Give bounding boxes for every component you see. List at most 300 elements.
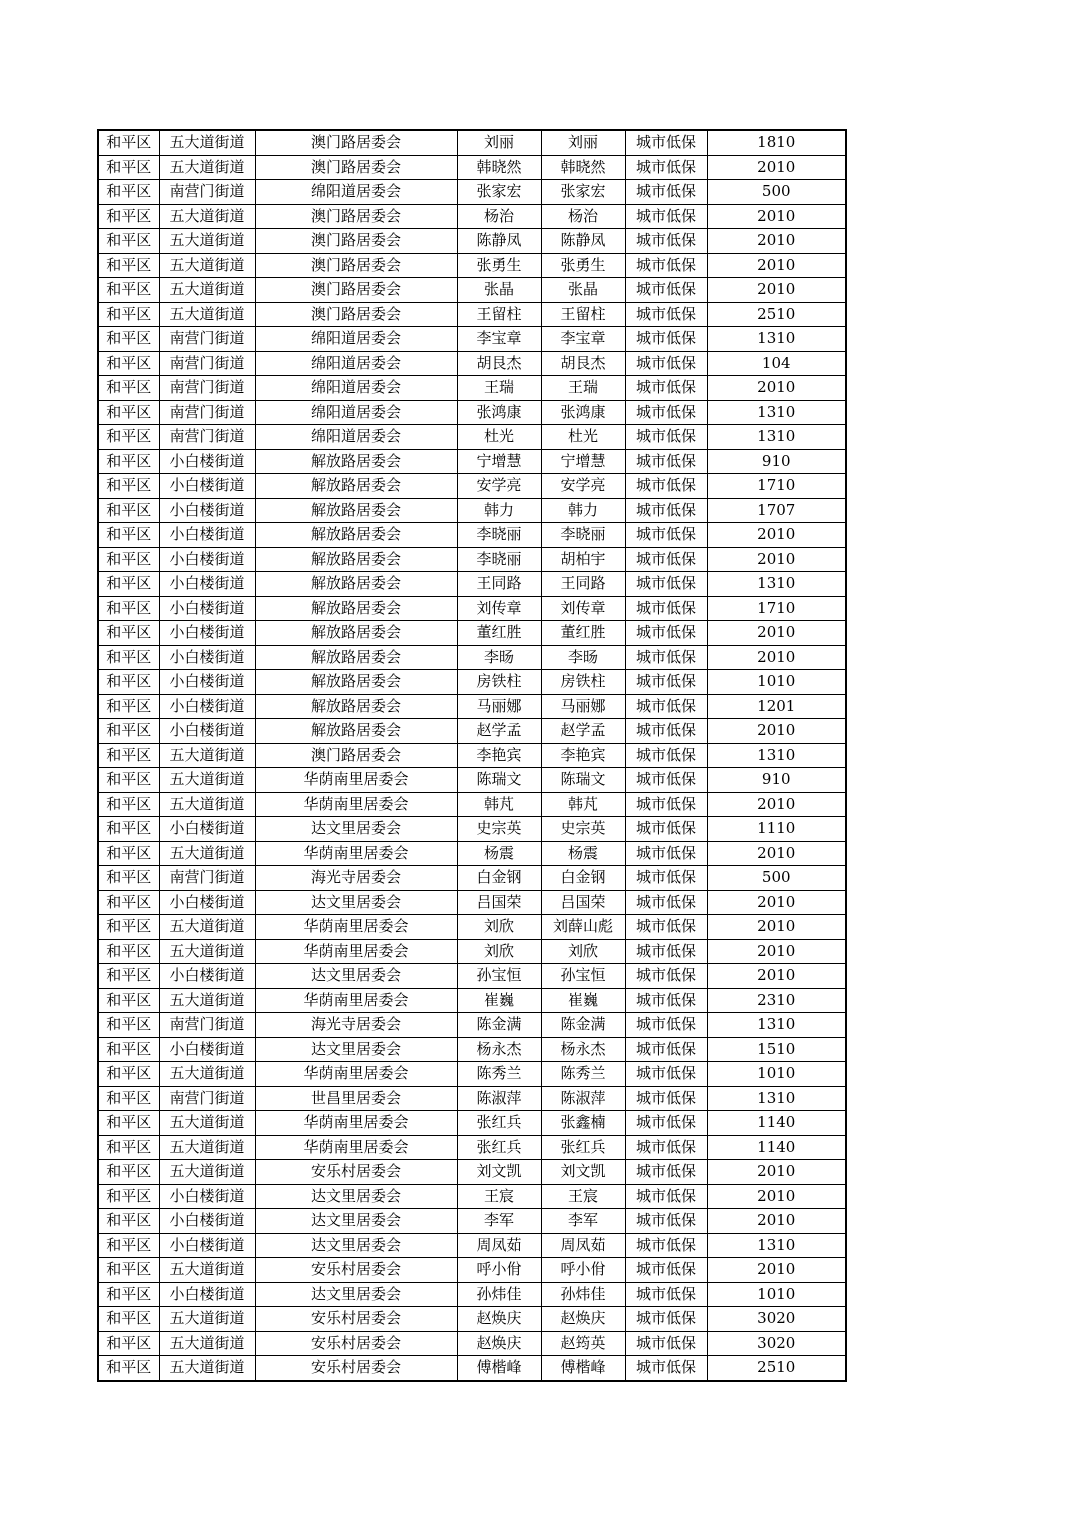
- amount-cell: 2510: [757, 1358, 796, 1377]
- district-cell: 和平区: [98, 400, 159, 425]
- street-cell: 五大道街道: [159, 1135, 255, 1160]
- member-cell: 陈金满: [541, 1013, 625, 1038]
- table-row: [98, 155, 846, 180]
- committee-cell: 解放路居委会: [255, 621, 457, 646]
- table-row: [98, 278, 846, 303]
- type-cell: 城市低保: [625, 449, 707, 474]
- street-cell: 小白楼街道: [159, 596, 255, 621]
- street-cell: 五大道街道: [159, 743, 255, 768]
- type-cell: 城市低保: [625, 376, 707, 401]
- amount-cell: 2010: [707, 719, 846, 744]
- district-cell: 和平区: [98, 988, 159, 1013]
- table-row: [98, 204, 846, 229]
- member-cell: 孙宝恒: [541, 964, 625, 989]
- table-row: [98, 596, 846, 621]
- street-cell: 小白楼街道: [159, 719, 255, 744]
- type-cell: 城市低保: [625, 890, 707, 915]
- committee-cell: 澳门路居委会: [255, 302, 457, 327]
- district-cell: 和平区: [98, 253, 159, 278]
- street-cell: 小白楼街道: [159, 1184, 255, 1209]
- table-row: [98, 915, 846, 940]
- table-row: [98, 474, 846, 499]
- amount-cell: 2010: [707, 964, 846, 989]
- district-cell: 和平区: [98, 915, 159, 940]
- amount-cell: 1010: [707, 1062, 846, 1087]
- member-cell: 安学亮: [541, 474, 625, 499]
- table-row: [98, 792, 846, 817]
- type-cell: 城市低保: [625, 866, 707, 891]
- street-cell: 五大道街道: [159, 1111, 255, 1136]
- applicant-cell: 傅楷峰: [457, 1356, 541, 1381]
- table-row: [98, 327, 846, 352]
- table-row: [98, 1086, 846, 1111]
- applicant-cell: 杨治: [457, 204, 541, 229]
- committee-cell: 解放路居委会: [255, 498, 457, 523]
- amount-cell: 2010: [707, 376, 846, 401]
- district-cell: 和平区: [98, 1282, 159, 1307]
- district-cell: 和平区: [98, 204, 159, 229]
- applicant-cell: 孙宝恒: [457, 964, 541, 989]
- district-cell: 和平区: [98, 1135, 159, 1160]
- applicant-cell: 杜光: [457, 425, 541, 450]
- committee-cell: 绵阳道居委会: [255, 376, 457, 401]
- street-cell: 五大道街道: [159, 1331, 255, 1356]
- applicant-cell: 李旸: [457, 645, 541, 670]
- amount-cell: 104: [707, 351, 846, 376]
- street-cell: 五大道街道: [159, 302, 255, 327]
- committee-cell: 达文里居委会: [255, 1037, 457, 1062]
- member-cell: 吕国荣: [541, 890, 625, 915]
- district-cell: 和平区: [98, 229, 159, 254]
- applicant-cell: 胡艮杰: [457, 351, 541, 376]
- table-row: [98, 523, 846, 548]
- table-row: [98, 694, 846, 719]
- member-cell: 陈静凤: [541, 229, 625, 254]
- member-cell: 张家宏: [541, 180, 625, 205]
- table-row: [98, 253, 846, 278]
- street-cell: 小白楼街道: [159, 523, 255, 548]
- type-cell: 城市低保: [625, 204, 707, 229]
- district-cell: 和平区: [98, 743, 159, 768]
- applicant-cell: 陈秀兰: [457, 1062, 541, 1087]
- table-row: [98, 719, 846, 744]
- applicant-cell: 陈瑞文: [457, 768, 541, 793]
- committee-cell: 华荫南里居委会: [255, 915, 457, 940]
- type-cell: 城市低保: [625, 1037, 707, 1062]
- member-cell: 张勇生: [541, 253, 625, 278]
- member-cell: 李宝章: [541, 327, 625, 352]
- table-row: [98, 425, 846, 450]
- member-cell: 赵学孟: [541, 719, 625, 744]
- type-cell: 城市低保: [625, 1356, 707, 1381]
- type-cell: 城市低保: [625, 719, 707, 744]
- street-cell: 五大道街道: [159, 1307, 255, 1332]
- committee-cell: 达文里居委会: [255, 1184, 457, 1209]
- committee-cell: 澳门路居委会: [255, 155, 457, 180]
- street-cell: 五大道街道: [159, 204, 255, 229]
- district-cell: 和平区: [98, 1307, 159, 1332]
- amount-cell: 1510: [707, 1037, 846, 1062]
- committee-cell: 澳门路居委会: [255, 278, 457, 303]
- applicant-cell: 房铁柱: [457, 670, 541, 695]
- applicant-cell: 李晓丽: [457, 547, 541, 572]
- street-cell: 南营门街道: [159, 400, 255, 425]
- street-cell: 小白楼街道: [159, 621, 255, 646]
- district-cell: 和平区: [98, 180, 159, 205]
- type-cell: 城市低保: [625, 915, 707, 940]
- committee-cell: 达文里居委会: [255, 890, 457, 915]
- street-cell: 小白楼街道: [159, 890, 255, 915]
- street-cell: 五大道街道: [159, 768, 255, 793]
- table-row: [98, 1258, 846, 1283]
- street-cell: 五大道街道: [159, 1258, 255, 1283]
- type-cell: 城市低保: [625, 1184, 707, 1209]
- district-cell: 和平区: [98, 1111, 159, 1136]
- applicant-cell: 刘欣: [457, 939, 541, 964]
- district-cell: 和平区: [98, 572, 159, 597]
- type-cell: 城市低保: [625, 1209, 707, 1234]
- applicant-cell: 张鸿康: [457, 400, 541, 425]
- amount-cell: 1140: [707, 1111, 846, 1136]
- district-cell: 和平区: [98, 351, 159, 376]
- table-row: [98, 302, 846, 327]
- table-row: [98, 1135, 846, 1160]
- member-cell: 呼小佾: [541, 1258, 625, 1283]
- amount-cell: 2010: [707, 621, 846, 646]
- member-cell: 胡艮杰: [541, 351, 625, 376]
- table-row: [98, 743, 846, 768]
- committee-cell: 绵阳道居委会: [255, 327, 457, 352]
- amount-cell: 1110: [707, 817, 846, 842]
- amount-cell: 2010: [707, 915, 846, 940]
- table-row: [98, 130, 846, 155]
- applicant-cell: 韩力: [457, 498, 541, 523]
- amount-cell: 1010: [707, 1282, 846, 1307]
- committee-cell: 绵阳道居委会: [255, 425, 457, 450]
- type-cell: 城市低保: [625, 939, 707, 964]
- type-cell: 城市低保: [625, 841, 707, 866]
- applicant-cell: 史宗英: [457, 817, 541, 842]
- applicant-cell: 安学亮: [457, 474, 541, 499]
- street-cell: 小白楼街道: [159, 645, 255, 670]
- district-cell: 和平区: [98, 130, 159, 155]
- amount-cell: 910: [707, 768, 846, 793]
- amount-cell: 2510: [707, 302, 846, 327]
- table-row: [98, 890, 846, 915]
- amount-cell: 1010: [707, 670, 846, 695]
- member-cell: 董红胜: [541, 621, 625, 646]
- member-cell: 周凤茹: [541, 1233, 625, 1258]
- table-row: [98, 1356, 846, 1381]
- table-row: [98, 1307, 846, 1332]
- district-cell: 和平区: [98, 523, 159, 548]
- district-cell: 和平区: [98, 1184, 159, 1209]
- member-cell: 史宗英: [541, 817, 625, 842]
- type-cell: 城市低保: [625, 817, 707, 842]
- type-cell: 城市低保: [625, 547, 707, 572]
- applicant-cell: 王宸: [457, 1184, 541, 1209]
- committee-cell: 安乐村居委会: [255, 1258, 457, 1283]
- type-cell: 城市低保: [625, 253, 707, 278]
- applicant-cell: 张勇生: [457, 253, 541, 278]
- table-row: [98, 1184, 846, 1209]
- type-cell: 城市低保: [625, 694, 707, 719]
- street-cell: 南营门街道: [159, 425, 255, 450]
- table-row: [98, 988, 846, 1013]
- committee-cell: 华荫南里居委会: [255, 768, 457, 793]
- table-row: [98, 621, 846, 646]
- committee-cell: 解放路居委会: [255, 449, 457, 474]
- street-cell: 五大道街道: [159, 229, 255, 254]
- committee-cell: 解放路居委会: [255, 572, 457, 597]
- member-cell: 胡柏宇: [541, 547, 625, 572]
- committee-cell: 绵阳道居委会: [255, 400, 457, 425]
- committee-cell: 海光寺居委会: [255, 1013, 457, 1038]
- applicant-cell: 宁增慧: [457, 449, 541, 474]
- member-cell: 李旸: [541, 645, 625, 670]
- amount-cell: 2010: [707, 645, 846, 670]
- applicant-cell: 陈静凤: [457, 229, 541, 254]
- type-cell: 城市低保: [625, 743, 707, 768]
- amount-cell: 1310: [707, 572, 846, 597]
- committee-cell: 达文里居委会: [255, 1209, 457, 1234]
- member-cell: 杨治: [541, 204, 625, 229]
- committee-cell: 安乐村居委会: [255, 1160, 457, 1185]
- type-cell: 城市低保: [625, 1258, 707, 1283]
- member-cell: 刘丽: [541, 130, 625, 155]
- member-cell: 马丽娜: [541, 694, 625, 719]
- committee-cell: 澳门路居委会: [255, 130, 457, 155]
- committee-cell: 华荫南里居委会: [255, 1135, 457, 1160]
- committee-cell: 解放路居委会: [255, 645, 457, 670]
- type-cell: 城市低保: [625, 400, 707, 425]
- street-cell: 五大道街道: [159, 915, 255, 940]
- committee-cell: 解放路居委会: [255, 694, 457, 719]
- district-cell: 和平区: [98, 645, 159, 670]
- committee-cell: 绵阳道居委会: [255, 351, 457, 376]
- district-cell: 和平区: [98, 1086, 159, 1111]
- amount-cell: 2010: [707, 155, 846, 180]
- table-row: [98, 351, 846, 376]
- type-cell: 城市低保: [625, 1086, 707, 1111]
- table-row: [98, 1331, 846, 1356]
- committee-cell: 安乐村居委会: [255, 1307, 457, 1332]
- amount-cell: 2010: [707, 792, 846, 817]
- amount-cell: 1310: [707, 327, 846, 352]
- street-cell: 五大道街道: [159, 253, 255, 278]
- member-cell: 刘薛山彪: [541, 915, 625, 940]
- type-cell: 城市低保: [625, 1282, 707, 1307]
- amount-cell: 2010: [707, 523, 846, 548]
- table-row: [98, 547, 846, 572]
- street-cell: 南营门街道: [159, 1013, 255, 1038]
- amount-cell: 2010: [707, 204, 846, 229]
- district-cell: 和平区: [98, 474, 159, 499]
- table-row: [98, 841, 846, 866]
- applicant-cell: 赵焕庆: [457, 1331, 541, 1356]
- type-cell: 城市低保: [625, 768, 707, 793]
- street-cell: 小白楼街道: [159, 670, 255, 695]
- member-cell: 王瑞: [541, 376, 625, 401]
- district-cell: 和平区: [98, 376, 159, 401]
- amount-cell: 2310: [707, 988, 846, 1013]
- street-cell: 小白楼街道: [159, 498, 255, 523]
- amount-cell: 1707: [707, 498, 846, 523]
- type-cell: 城市低保: [625, 792, 707, 817]
- amount-cell: 2010: [707, 1184, 846, 1209]
- street-cell: 小白楼街道: [159, 817, 255, 842]
- street-cell: 南营门街道: [159, 376, 255, 401]
- type-cell: 城市低保: [625, 130, 707, 155]
- type-cell: 城市低保: [625, 351, 707, 376]
- table-row: [98, 939, 846, 964]
- type-cell: 城市低保: [625, 474, 707, 499]
- applicant-cell: 刘欣: [457, 915, 541, 940]
- member-cell: 张鸿康: [541, 400, 625, 425]
- applicant-cell: 王瑞: [457, 376, 541, 401]
- member-cell: 韩芃: [541, 792, 625, 817]
- type-cell: 城市低保: [625, 1135, 707, 1160]
- table-row: [98, 1013, 846, 1038]
- table-row: [98, 670, 846, 695]
- amount-cell: 1710: [707, 474, 846, 499]
- street-cell: 小白楼街道: [159, 1209, 255, 1234]
- type-cell: 城市低保: [625, 155, 707, 180]
- committee-cell: 华荫南里居委会: [255, 1111, 457, 1136]
- type-cell: 城市低保: [625, 180, 707, 205]
- amount-cell: 500: [707, 866, 846, 891]
- street-cell: 小白楼街道: [159, 1282, 255, 1307]
- member-cell: 崔巍: [541, 988, 625, 1013]
- street-cell: 小白楼街道: [159, 547, 255, 572]
- applicant-cell: 李晓丽: [457, 523, 541, 548]
- applicant-cell: 崔巍: [457, 988, 541, 1013]
- amount-cell: 3020: [707, 1307, 846, 1332]
- district-cell: 和平区: [98, 1160, 159, 1185]
- committee-cell: 达文里居委会: [255, 817, 457, 842]
- district-cell: 和平区: [98, 1258, 159, 1283]
- member-cell: 王宸: [541, 1184, 625, 1209]
- district-cell: 和平区: [98, 670, 159, 695]
- member-cell: 张鑫楠: [541, 1111, 625, 1136]
- member-cell: 白金钢: [541, 866, 625, 891]
- member-cell: 李晓丽: [541, 523, 625, 548]
- district-cell: 和平区: [98, 792, 159, 817]
- applicant-cell: 刘文凯: [457, 1160, 541, 1185]
- type-cell: 城市低保: [625, 278, 707, 303]
- table-row: [98, 1037, 846, 1062]
- type-cell: 城市低保: [625, 229, 707, 254]
- amount-cell: 2010: [707, 229, 846, 254]
- member-cell: 孙炜佳: [541, 1282, 625, 1307]
- table-row: [98, 572, 846, 597]
- amount-cell: 1310: [707, 1086, 846, 1111]
- committee-cell: 华荫南里居委会: [255, 939, 457, 964]
- type-cell: 城市低保: [625, 425, 707, 450]
- street-cell: 五大道街道: [159, 939, 255, 964]
- street-cell: 小白楼街道: [159, 694, 255, 719]
- street-cell: 小白楼街道: [159, 449, 255, 474]
- amount-cell: 2010: [707, 278, 846, 303]
- member-cell: 杨震: [541, 841, 625, 866]
- member-cell: 刘文凯: [541, 1160, 625, 1185]
- amount-cell: 1310: [707, 400, 846, 425]
- district-cell: 和平区: [98, 694, 159, 719]
- table-row: [98, 180, 846, 205]
- district-cell: 和平区: [98, 817, 159, 842]
- table-row: [98, 768, 846, 793]
- member-cell: 陈淑萍: [541, 1086, 625, 1111]
- committee-cell: 华荫南里居委会: [255, 1062, 457, 1087]
- committee-cell: 解放路居委会: [255, 670, 457, 695]
- member-cell: 陈秀兰: [541, 1062, 625, 1087]
- type-cell: 城市低保: [625, 1013, 707, 1038]
- applicant-cell: 周凤茹: [457, 1233, 541, 1258]
- applicant-cell: 吕国荣: [457, 890, 541, 915]
- street-cell: 南营门街道: [159, 866, 255, 891]
- amount-cell: 500: [707, 180, 846, 205]
- table-row: [98, 964, 846, 989]
- applicant-cell: 李军: [457, 1209, 541, 1234]
- district-cell: 和平区: [98, 621, 159, 646]
- amount-cell: 1201: [707, 694, 846, 719]
- type-cell: 城市低保: [625, 523, 707, 548]
- district-cell: 和平区: [98, 768, 159, 793]
- type-cell: 城市低保: [625, 1062, 707, 1087]
- committee-cell: 澳门路居委会: [255, 204, 457, 229]
- member-cell: 杨永杰: [541, 1037, 625, 1062]
- table-row: [98, 645, 846, 670]
- member-cell: 杜光: [541, 425, 625, 450]
- district-cell: 和平区: [98, 719, 159, 744]
- committee-cell: 解放路居委会: [255, 474, 457, 499]
- street-cell: 五大道街道: [159, 988, 255, 1013]
- member-cell: 张晶: [541, 278, 625, 303]
- table-row: [98, 1282, 846, 1307]
- district-cell: 和平区: [98, 1356, 159, 1381]
- member-cell: 赵焕庆: [541, 1307, 625, 1332]
- applicant-cell: 李宝章: [457, 327, 541, 352]
- committee-cell: 海光寺居委会: [255, 866, 457, 891]
- street-cell: 五大道街道: [159, 130, 255, 155]
- type-cell: 城市低保: [625, 645, 707, 670]
- street-cell: 五大道街道: [159, 278, 255, 303]
- applicant-cell: 白金钢: [457, 866, 541, 891]
- street-cell: 南营门街道: [159, 180, 255, 205]
- type-cell: 城市低保: [625, 621, 707, 646]
- street-cell: 五大道街道: [159, 1062, 255, 1087]
- type-cell: 城市低保: [625, 302, 707, 327]
- type-cell: 城市低保: [625, 327, 707, 352]
- type-cell: 城市低保: [625, 1233, 707, 1258]
- district-cell: 和平区: [98, 596, 159, 621]
- district-cell: 和平区: [98, 278, 159, 303]
- amount-cell: 1310: [707, 743, 846, 768]
- type-cell: 城市低保: [625, 596, 707, 621]
- street-cell: 南营门街道: [159, 327, 255, 352]
- member-cell: 王留柱: [541, 302, 625, 327]
- applicant-cell: 张晶: [457, 278, 541, 303]
- type-cell: 城市低保: [625, 498, 707, 523]
- street-cell: 南营门街道: [159, 351, 255, 376]
- table-row: [98, 449, 846, 474]
- street-cell: 小白楼街道: [159, 572, 255, 597]
- committee-cell: 澳门路居委会: [255, 253, 457, 278]
- district-cell: 和平区: [98, 964, 159, 989]
- amount-cell: 2010: [707, 1209, 846, 1234]
- committee-cell: 澳门路居委会: [255, 743, 457, 768]
- district-cell: 和平区: [98, 866, 159, 891]
